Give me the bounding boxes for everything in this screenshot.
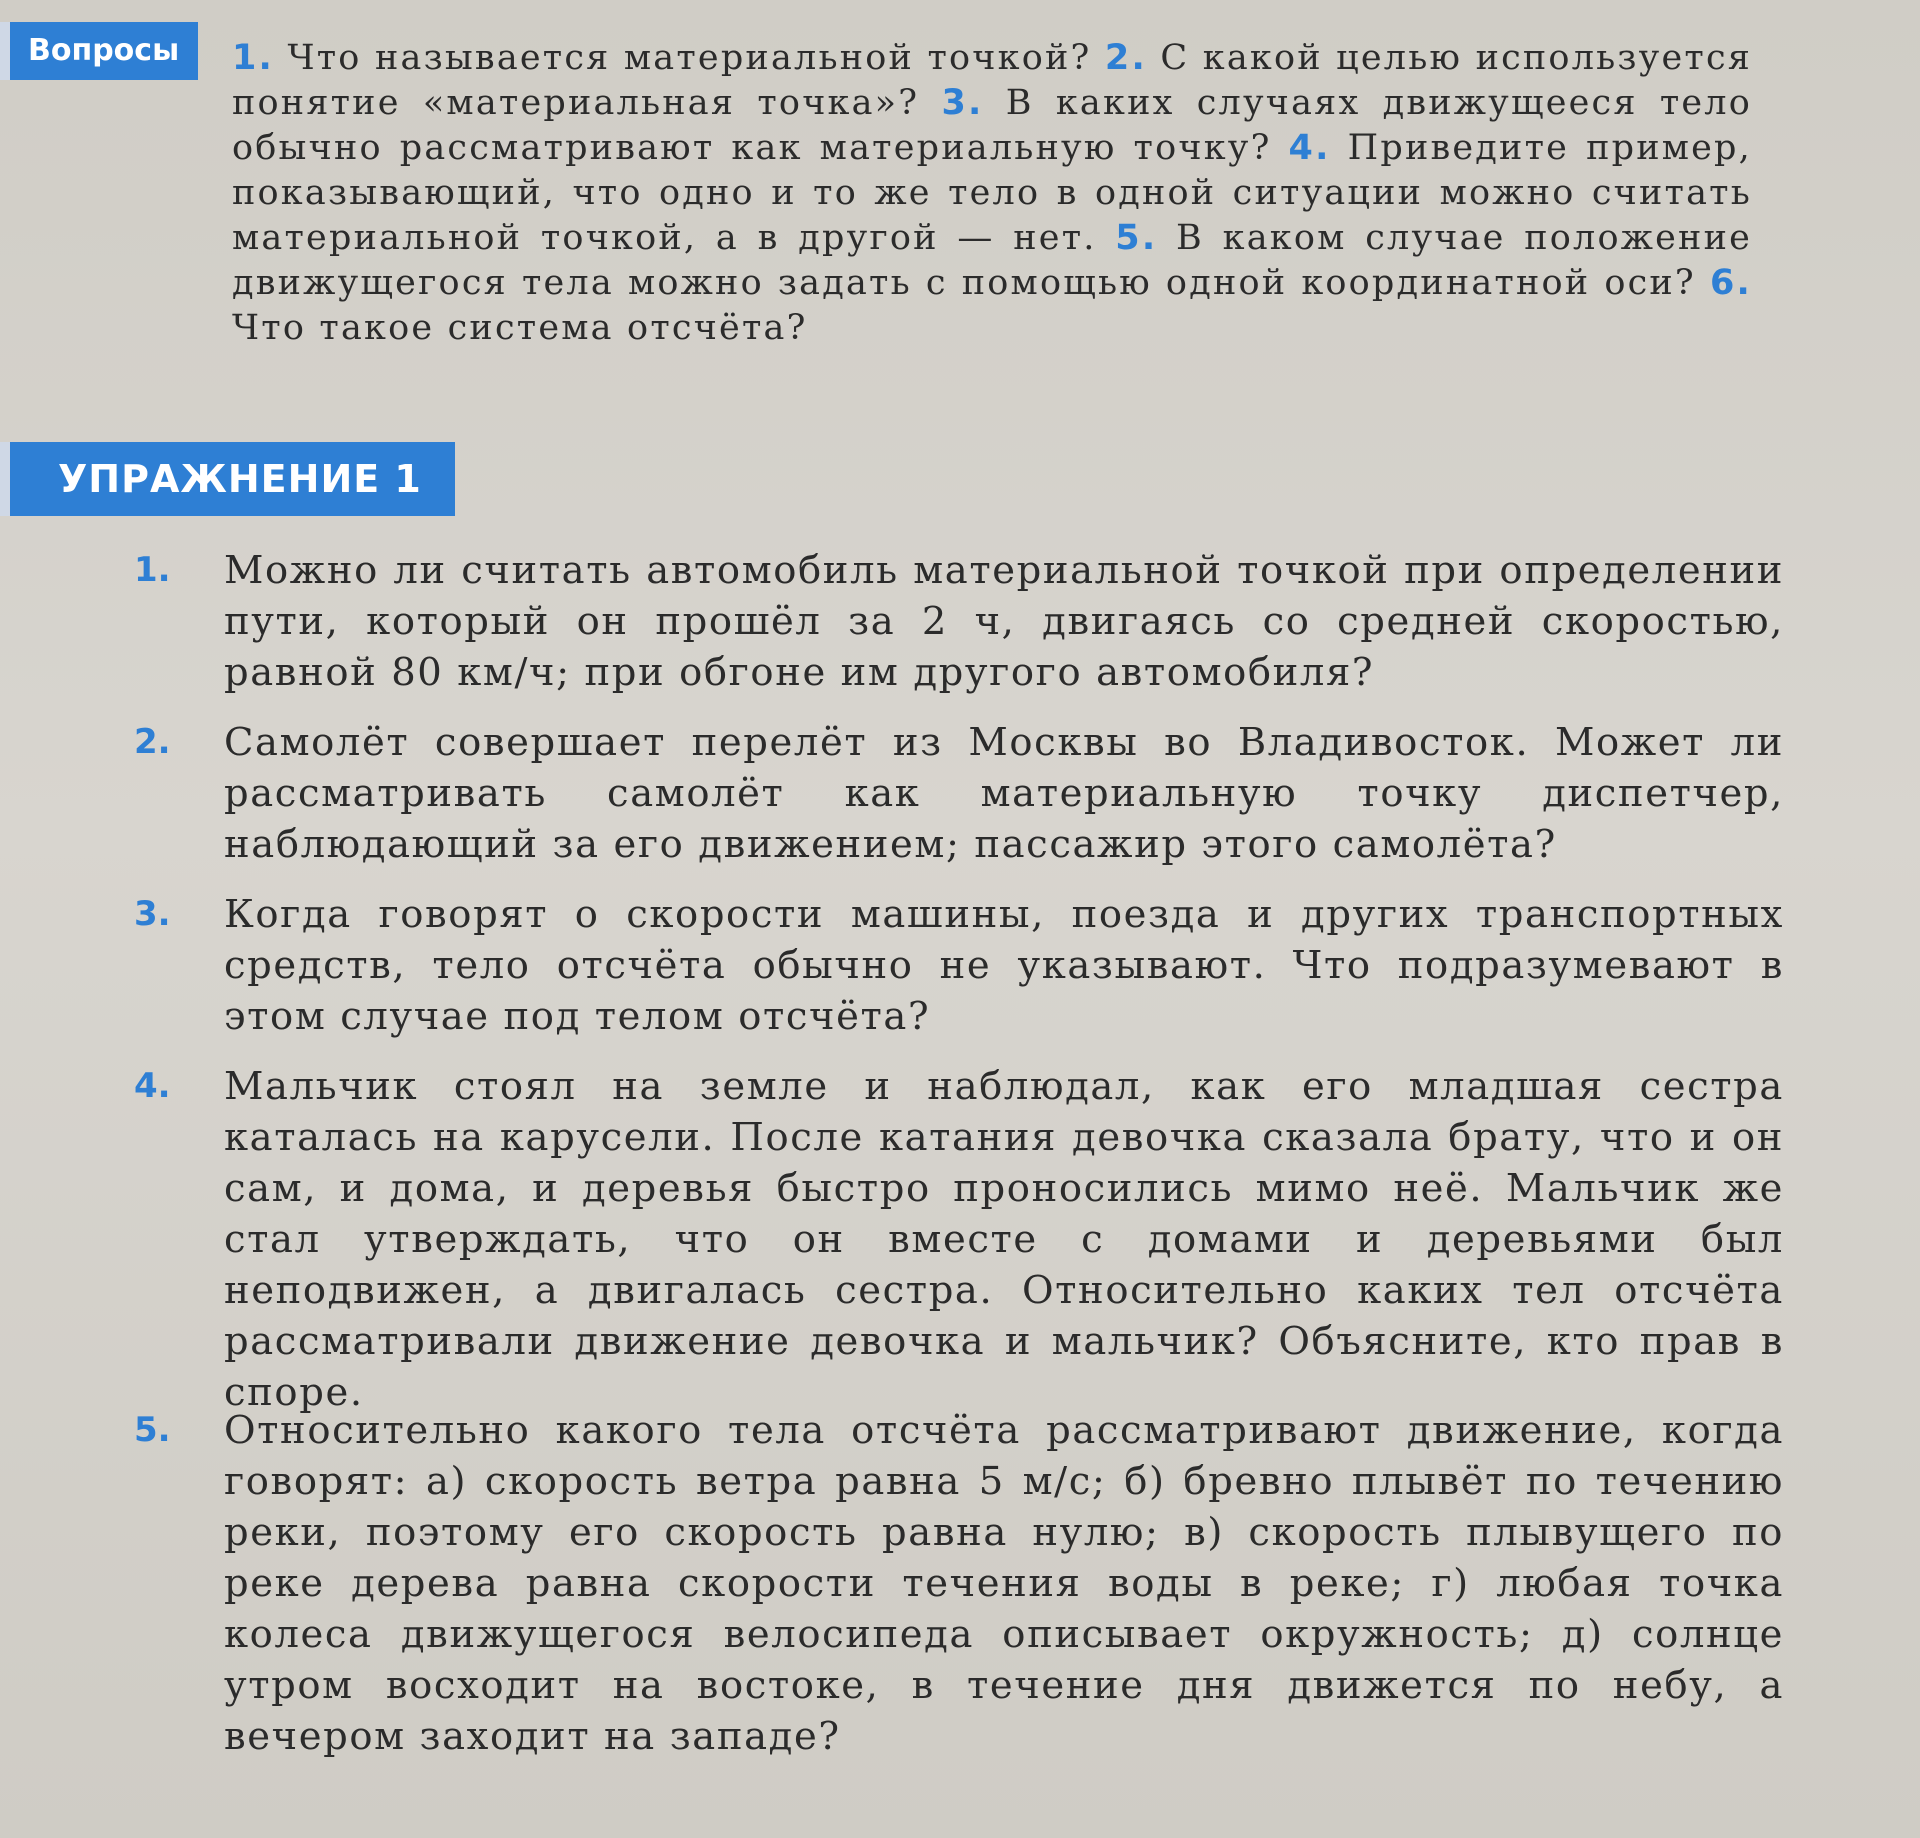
questions-tag-label: Вопросы	[28, 33, 180, 68]
question-number: 5.	[1115, 218, 1158, 258]
exercise-text: Когда говорят о скорости машины, поезда и других транспортных средств, тело отсчёта обычно не указывают. Что подразумевают в этом случае под телом отсчёта?	[224, 892, 1784, 1039]
tag-notch	[0, 22, 10, 80]
question-number: 4.	[1288, 128, 1331, 168]
question-text: В каких случаях движущееся тело обычно рассматривают как материальную точку?	[232, 83, 1753, 168]
exercise-text: Относительно какого тела отсчёта рассматривают движение, когда говорят: а) скорость ветра равна 5 м/с; б) бревно плывёт по течению реки, поэтому его скорость равна нулю; в) скорость плывущего по реке дерева равна скорости течения воды в реке; г) любая точка колеса движущегося велосипеда описывает окружность; д) солнце утром восходит на востоке, в течение дня движется по небу, а вечером заходит на западе?	[224, 1408, 1784, 1759]
exercise-text: Мальчик стоял на земле и наблюдал, как его младшая сестра каталась на карусели. После катания девочка сказала брату, что и он сам, и дома, и деревья быстро проносились мимо неё. Мальчик же стал утверждать, что он вместе с домами и деревьями был неподвижен, а двигалась сестра. Относительно каких тел отсчёта рассматривали движение девочка и мальчик? Объясните, кто прав в споре.	[224, 1064, 1784, 1415]
questions-paragraph	[232, 36, 1752, 351]
exercise-text: Можно ли считать автомобиль материальной точкой при определении пути, который он прошёл за 2 ч, двигаясь со средней скоростью, равной 80 км/ч; при обгоне им другого автомобиля?	[224, 548, 1784, 695]
question-number: 6.	[1709, 263, 1753, 303]
exercise-number: 2.	[134, 722, 171, 762]
question-text: Приведите пример, показывающий, что одно и то же тело в одной ситуации можно считать материальной точкой, а в другой — нет.	[232, 128, 1752, 258]
tag-notch	[0, 442, 10, 516]
exercise-text: Самолёт совершает перелёт из Москвы во Владивосток. Может ли рассматривать самолёт как материальную точку диспетчер, наблюдающий за его движением; пассажир этого самолёта?	[224, 720, 1784, 867]
exercise-number: 3.	[134, 894, 171, 934]
question-number: 1.	[232, 38, 275, 78]
question-text: В каком случае положение движущегося тела можно задать с помощью одной координатной оси?	[232, 218, 1753, 303]
question-text: С какой целью используется понятие «материальная точка»?	[232, 38, 1753, 123]
questions-tag	[0, 22, 198, 80]
exercise-number: 5.	[134, 1410, 171, 1450]
exercise-tag-label: УПРАЖНЕНИЕ 1	[58, 457, 422, 501]
question-number: 2.	[1104, 38, 1147, 78]
exercise-number: 4.	[134, 1066, 171, 1106]
question-text: Что такое система отсчёта?	[232, 308, 808, 348]
question-number: 3.	[941, 83, 984, 123]
exercise-number: 1.	[134, 550, 171, 590]
question-text: Что называется материальной точкой?	[287, 38, 1092, 78]
exercise-tag	[0, 442, 455, 516]
